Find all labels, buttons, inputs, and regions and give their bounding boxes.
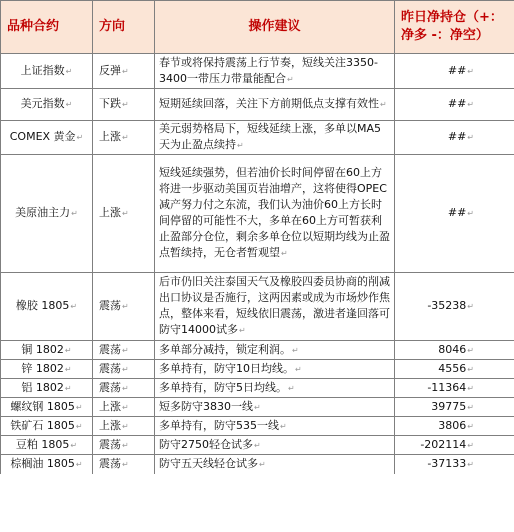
- direction-cell: [93, 398, 155, 417]
- paragraph-mark-icon: ↵: [281, 249, 288, 258]
- advice-cell-text: 短期延续回落，关注下方前期低点支撑有效性: [159, 97, 379, 110]
- header-direction: 方向: [93, 1, 155, 54]
- net-position-cell: [395, 89, 514, 121]
- paragraph-mark-icon: ↵: [122, 66, 129, 76]
- advice-cell-text: 短多防守3830一线: [159, 399, 253, 413]
- paragraph-mark-icon: ↵: [122, 345, 129, 355]
- direction-cell-text: 震荡: [99, 380, 121, 394]
- advice-cell: [155, 379, 395, 398]
- header-advice: 操作建议: [155, 1, 395, 54]
- paragraph-mark-icon: ↵: [467, 421, 474, 431]
- net-position-cell: [395, 341, 514, 360]
- paragraph-mark-icon: ↵: [70, 302, 78, 311]
- contract-name-cell: [1, 155, 93, 273]
- direction-cell-text: 下跌: [99, 97, 121, 110]
- paragraph-mark-icon: ↵: [467, 440, 474, 450]
- direction-cell: [93, 273, 155, 341]
- header-position: 昨日净持仓（+：净多 -：净空）: [395, 1, 514, 54]
- paragraph-mark-icon: ↵: [288, 383, 295, 393]
- direction-cell-text: 震荡: [99, 437, 121, 451]
- advice-cell: [155, 455, 395, 474]
- direction-cell: [93, 121, 155, 155]
- contract-name-cell: [1, 455, 93, 474]
- net-position-cell: [395, 54, 514, 89]
- contract-name-cell-text: 铁矿石 1805: [10, 418, 75, 432]
- table-row: [1, 89, 514, 121]
- table-row: [1, 436, 514, 455]
- table-row: [1, 379, 514, 398]
- header-name: 品种合约: [1, 1, 93, 54]
- paragraph-mark-icon: ↵: [75, 402, 83, 412]
- net-position-cell-text: ##: [447, 206, 467, 219]
- paragraph-mark-icon: ↵: [64, 383, 72, 393]
- direction-cell-text: 上涨: [99, 399, 121, 413]
- paragraph-mark-icon: ↵: [122, 133, 129, 142]
- contract-name-cell-text: COMEX 黄金: [9, 130, 76, 143]
- table-row: [1, 398, 514, 417]
- net-position-cell: [395, 273, 514, 341]
- net-position-cell-text: 4556: [438, 361, 467, 375]
- direction-cell-text: 上涨: [99, 418, 121, 432]
- paragraph-mark-icon: ↵: [75, 459, 83, 469]
- paragraph-mark-icon: ↵: [467, 209, 474, 218]
- advice-cell-text: 多单持有，防守5日均线。: [159, 380, 287, 394]
- advice-cell: [155, 155, 395, 273]
- table-row: [1, 121, 514, 155]
- net-position-cell: [395, 417, 514, 436]
- paragraph-mark-icon: ↵: [287, 74, 294, 84]
- table-body: [1, 54, 514, 474]
- paragraph-mark-icon: ↵: [380, 100, 387, 109]
- paragraph-mark-icon: ↵: [467, 133, 474, 142]
- contract-name-cell-text: 橡胶 1805: [15, 299, 70, 312]
- direction-cell-text: 震荡: [99, 361, 121, 375]
- net-position-cell-text: -202114: [420, 437, 467, 451]
- paragraph-mark-icon: ↵: [122, 440, 129, 450]
- net-position-cell-text: 8046: [438, 342, 467, 356]
- paragraph-mark-icon: ↵: [122, 402, 129, 412]
- table-row: [1, 155, 514, 273]
- direction-cell: [93, 379, 155, 398]
- contract-name-cell: [1, 89, 93, 121]
- contract-name-cell: [1, 54, 93, 89]
- paragraph-mark-icon: ↵: [65, 66, 73, 76]
- contract-name-cell-text: 螺纹钢 1805: [10, 399, 75, 413]
- paragraph-mark-icon: ↵: [76, 133, 84, 142]
- paragraph-mark-icon: ↵: [122, 421, 129, 431]
- net-position-cell: [395, 436, 514, 455]
- direction-cell: [93, 417, 155, 436]
- advice-cell: [155, 398, 395, 417]
- contract-name-cell-text: 铜 1802: [21, 342, 64, 356]
- advice-cell-text: 后市仍旧关注泰国天气及橡胶四委员协商的削减出口协议是否施行，这两因素或成为市场炒作焦点，整体来看，短线依旧震荡，激进者逢回落可防守14000试多: [159, 275, 390, 336]
- contract-name-cell: [1, 398, 93, 417]
- advice-cell: [155, 121, 395, 155]
- net-position-cell-text: 39775: [431, 399, 467, 413]
- contract-name-cell: [1, 417, 93, 436]
- direction-cell-text: 上涨: [99, 130, 121, 143]
- direction-cell-text: 震荡: [99, 456, 121, 470]
- paragraph-mark-icon: ↵: [64, 364, 72, 374]
- paragraph-mark-icon: ↵: [467, 364, 474, 374]
- paragraph-mark-icon: ↵: [467, 345, 474, 355]
- advice-cell-text: 美元弱势格局下，短线延续上涨，多单以MA5天为止盈点续持: [159, 122, 382, 151]
- paragraph-mark-icon: ↵: [75, 421, 83, 431]
- paragraph-mark-icon: ↵: [295, 364, 302, 374]
- net-position-cell: [395, 155, 514, 273]
- net-position-cell-text: -11364: [427, 380, 467, 394]
- direction-cell-text: 震荡: [99, 342, 121, 356]
- contract-name-cell: [1, 379, 93, 398]
- advice-cell-text: 春节或将保持震荡上行节奏，短线关注3350-3400一带压力带量能配合: [159, 55, 378, 85]
- net-position-cell-text: -37133: [427, 456, 467, 470]
- paragraph-mark-icon: ↵: [254, 402, 261, 412]
- table-row: [1, 341, 514, 360]
- advice-cell: [155, 273, 395, 341]
- net-position-cell: [395, 379, 514, 398]
- contract-name-cell-text: 美原油主力: [15, 206, 71, 219]
- net-position-cell-text: ##: [447, 130, 467, 143]
- contract-name-cell: [1, 360, 93, 379]
- net-position-cell: [395, 121, 514, 155]
- paragraph-mark-icon: ↵: [259, 459, 266, 469]
- paragraph-mark-icon: ↵: [122, 100, 129, 109]
- advice-cell-text: 防守五天线轻仓试多: [159, 456, 258, 470]
- paragraph-mark-icon: ↵: [467, 302, 474, 311]
- contract-name-cell-text: 棕榈油 1805: [10, 456, 75, 470]
- paragraph-mark-icon: ↵: [467, 383, 474, 393]
- contract-name-cell-text: 锌 1802: [21, 361, 64, 375]
- paragraph-mark-icon: ↵: [280, 421, 287, 431]
- direction-cell: [93, 54, 155, 89]
- paragraph-mark-icon: ↵: [122, 302, 129, 311]
- paragraph-mark-icon: ↵: [467, 459, 474, 469]
- paragraph-mark-icon: ↵: [467, 402, 474, 412]
- paragraph-mark-icon: ↵: [122, 209, 129, 218]
- direction-cell: [93, 455, 155, 474]
- advice-cell: [155, 417, 395, 436]
- table-row: [1, 360, 514, 379]
- advice-cell: [155, 341, 395, 360]
- paragraph-mark-icon: ↵: [65, 100, 73, 109]
- paragraph-mark-icon: ↵: [71, 209, 78, 218]
- net-position-cell-text: -35238: [427, 299, 467, 312]
- advice-cell: [155, 89, 395, 121]
- paragraph-mark-icon: ↵: [467, 66, 474, 76]
- table-row: [1, 455, 514, 474]
- direction-cell: [93, 341, 155, 360]
- advice-cell-text: 短线延续强势，但若油价长时间停留在60上方将进一步驱动美国页岩油增产，这将使得OPEC减产努力付之东流，我们认为油价60上方长时间停留的可能性不大，多单在60上方可暂获利止盈部分仓位，剩余多单仓位以短期均线为止盈点暂续持，无仓者暂观望: [159, 166, 390, 259]
- net-position-cell: [395, 455, 514, 474]
- contract-name-cell-text: 铝 1802: [21, 380, 64, 394]
- advice-cell-text: 多单持有，防守10日均线。: [159, 361, 294, 375]
- advice-cell: [155, 360, 395, 379]
- table-header-row: [1, 1, 514, 54]
- advice-cell: [155, 436, 395, 455]
- paragraph-mark-icon: ↵: [254, 440, 261, 450]
- contract-name-cell: [1, 121, 93, 155]
- table-row: [1, 54, 514, 89]
- advice-cell-text: 防守2750轻仓试多: [159, 437, 253, 451]
- direction-cell: [93, 360, 155, 379]
- paragraph-mark-icon: ↵: [237, 141, 244, 150]
- contract-name-cell-text: 豆粕 1805: [15, 437, 70, 451]
- contract-name-cell: [1, 341, 93, 360]
- paragraph-mark-icon: ↵: [122, 459, 129, 469]
- paragraph-mark-icon: ↵: [122, 383, 129, 393]
- direction-cell-text: 上涨: [99, 206, 121, 219]
- table-row: [1, 417, 514, 436]
- direction-cell: [93, 436, 155, 455]
- direction-cell-text: 反弹: [99, 63, 121, 77]
- paragraph-mark-icon: ↵: [64, 345, 72, 355]
- paragraph-mark-icon: ↵: [70, 440, 78, 450]
- net-position-cell: [395, 360, 514, 379]
- net-position-cell-text: ##: [447, 97, 467, 110]
- direction-cell: [93, 89, 155, 121]
- advice-cell: [155, 54, 395, 89]
- net-position-cell-text: 3806: [438, 418, 467, 432]
- net-position-cell: [395, 398, 514, 417]
- paragraph-mark-icon: ↵: [292, 345, 299, 355]
- direction-cell-text: 震荡: [99, 299, 121, 312]
- contract-name-cell-text: 上证指数: [20, 63, 65, 77]
- paragraph-mark-icon: ↵: [467, 100, 474, 109]
- paragraph-mark-icon: ↵: [239, 326, 246, 335]
- paragraph-mark-icon: ↵: [122, 364, 129, 374]
- contract-name-cell: [1, 436, 93, 455]
- advice-cell-text: 多单部分减持，锁定利润。: [159, 342, 291, 356]
- contract-name-cell: [1, 273, 93, 341]
- direction-cell: [93, 155, 155, 273]
- advice-cell-text: 多单持有，防守535一线: [159, 418, 279, 432]
- net-position-cell-text: ##: [447, 63, 467, 77]
- table-row: [1, 273, 514, 341]
- contract-name-cell-text: 美元指数: [20, 97, 65, 110]
